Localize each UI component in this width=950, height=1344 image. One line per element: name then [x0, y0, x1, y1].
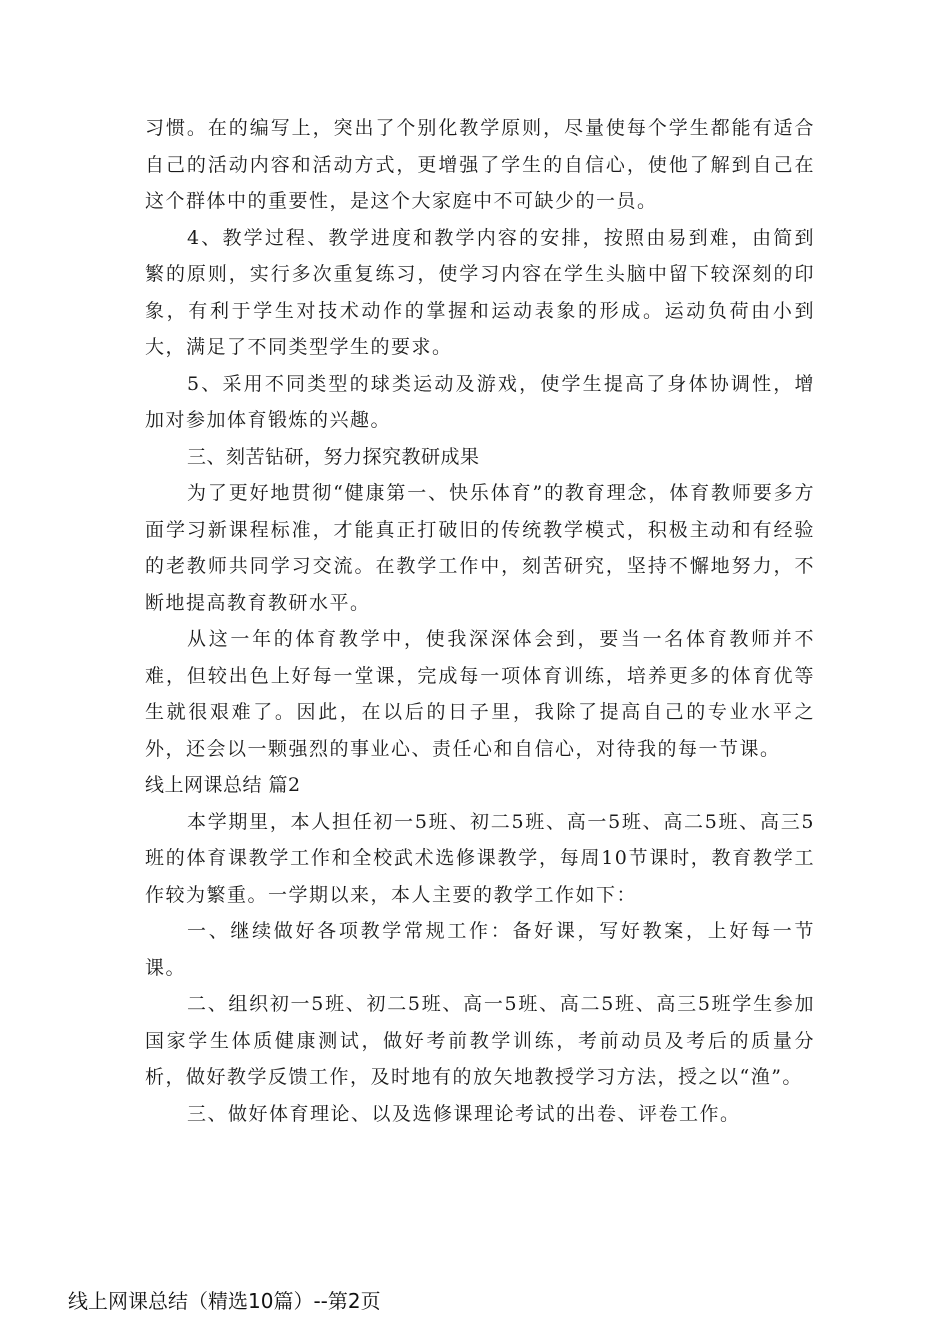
paragraph-continuation: 习惯。在的编写上，突出了个别化教学原则，尽量使每个学生都能有适合自己的活动内容和活动方式，更增强了学生的自信心，使他了解到自己在这个群体中的重要性，是这个大家庭中不可缺少的一员。: [145, 117, 815, 212]
document-body: [145, 110, 815, 1132]
paragraph-semester-intro: 本学期里，本人担任初一5班、初二5班、高一5班、高二5班、高三5班的体育课教学工作和全校武术选修课教学，每周10节课时，教育教学工作较为繁重。一学期以来，本人主要的教学工作如下：: [145, 810, 815, 906]
section-title-part-2: 线上网课总结 篇2: [145, 774, 301, 796]
paragraph-item-5: 5、采用不同类型的球类运动及游戏，使学生提高了身体协调性，增加对参加体育锻炼的兴趣。: [145, 372, 815, 431]
paragraph-research: 为了更好地贯彻“健康第一、快乐体育”的教育理念，体育教师要多方面学习新课程标准，才能真正打破旧的传统教学模式，积极主动和有经验的老教师共同学习交流。在教学工作中，刻苦研究，坚持不懈地努力，不断地提高教育教研水平。: [145, 482, 815, 614]
paragraph-point-two: 二、组织初一5班、初二5班、高一5班、高二5班、高三5班学生参加国家学生体质健康测试，做好考前教学训练，考前动员及考后的质量分析，做好教学反馈工作，及时地有的放矢地教授学习方法，授之以“渔”。: [145, 993, 815, 1088]
section-heading-three: 三、刻苦钻研，努力探究教研成果: [187, 445, 480, 468]
paragraph-point-one: 一、继续做好各项教学常规工作：备好课，写好教案，上好每一节课。: [145, 920, 815, 979]
paragraph-item-4: 4、教学过程、教学进度和教学内容的安排，按照由易到难，由简到繁的原则，实行多次重复练习，使学习内容在学生头脑中留下较深刻的印象，有利于学生对技术动作的掌握和运动表象的形成。运动负荷由小到大，满足了不同类型学生的要求。: [145, 226, 815, 358]
paragraph-point-three: 三、做好体育理论、以及选修课理论考试的出卷、评卷工作。: [187, 1102, 741, 1125]
page-footer: 线上网课总结（精选10篇）--第2页: [68, 1289, 381, 1313]
paragraph-reflection: 从这一年的体育教学中，使我深深体会到，要当一名体育教师并不难，但较出色上好每一堂课，完成每一项体育训练，培养更多的体育优等生就很艰难了。因此，在以后的日子里，我除了提高自己的专业水平之外，还会以一颗强烈的事业心、责任心和自信心，对待我的每一节课。: [145, 628, 815, 760]
